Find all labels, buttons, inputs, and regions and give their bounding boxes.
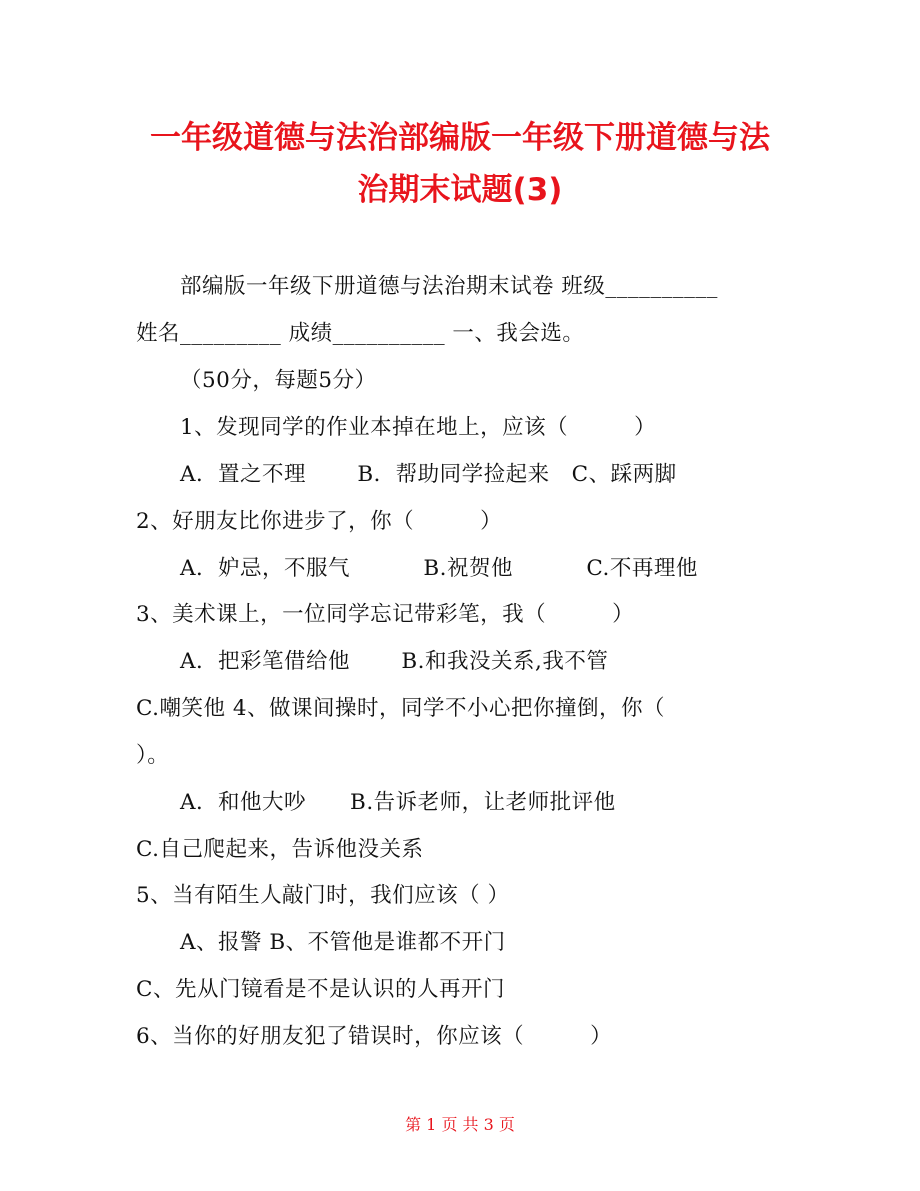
question-2: 2、好朋友比你进步了，你（ ）	[136, 509, 503, 534]
question-5: 5、当有陌生人敲门时，我们应该（ ）	[136, 883, 510, 908]
question-4-options: A．和他大吵 B.告诉老师，让老师批评他	[180, 790, 616, 815]
question-3-option-c-and-question-4: C.嘲笑他 4、做课间操时，同学不小心把你撞倒，你（	[136, 696, 666, 721]
page-footer: 第 1 页 共 3 页	[405, 1115, 515, 1134]
question-4-option-c: C.自己爬起来，告诉他没关系	[136, 837, 424, 862]
question-5-option-c: C、先从门镜看是不是认识的人再开门	[136, 977, 505, 1002]
document-title	[120, 112, 800, 216]
name-score-line: 姓名_________ 成绩__________ 一、我会选。	[136, 321, 585, 346]
question-3: 3、美术课上，一位同学忘记带彩笔，我（ ）	[136, 602, 635, 627]
question-1-options: A．置之不理 B．帮助同学捡起来 C、踩两脚	[180, 462, 677, 487]
title-line-1: 一年级道德与法治部编版一年级下册道德与法	[150, 120, 770, 156]
question-3-options: A．把彩笔借给他 B.和我没关系,我不管	[180, 649, 609, 674]
question-1: 1、发现同学的作业本掉在地上，应该（ ）	[180, 415, 657, 440]
question-4-end: ）。	[136, 743, 170, 768]
title-line-2: 治期末试题(3)	[357, 172, 563, 208]
section-score-note: （50分，每题5分）	[180, 368, 377, 393]
question-5-options: A、报警 B、不管他是谁都不开门	[180, 930, 506, 955]
question-2-options: A．妒忌，不服气 B.祝贺他 C.不再理他	[180, 556, 698, 581]
intro-line: 部编版一年级下册道德与法治期末试卷 班级__________	[180, 274, 718, 299]
question-6: 6、当你的好朋友犯了错误时，你应该（ ）	[136, 1024, 613, 1049]
